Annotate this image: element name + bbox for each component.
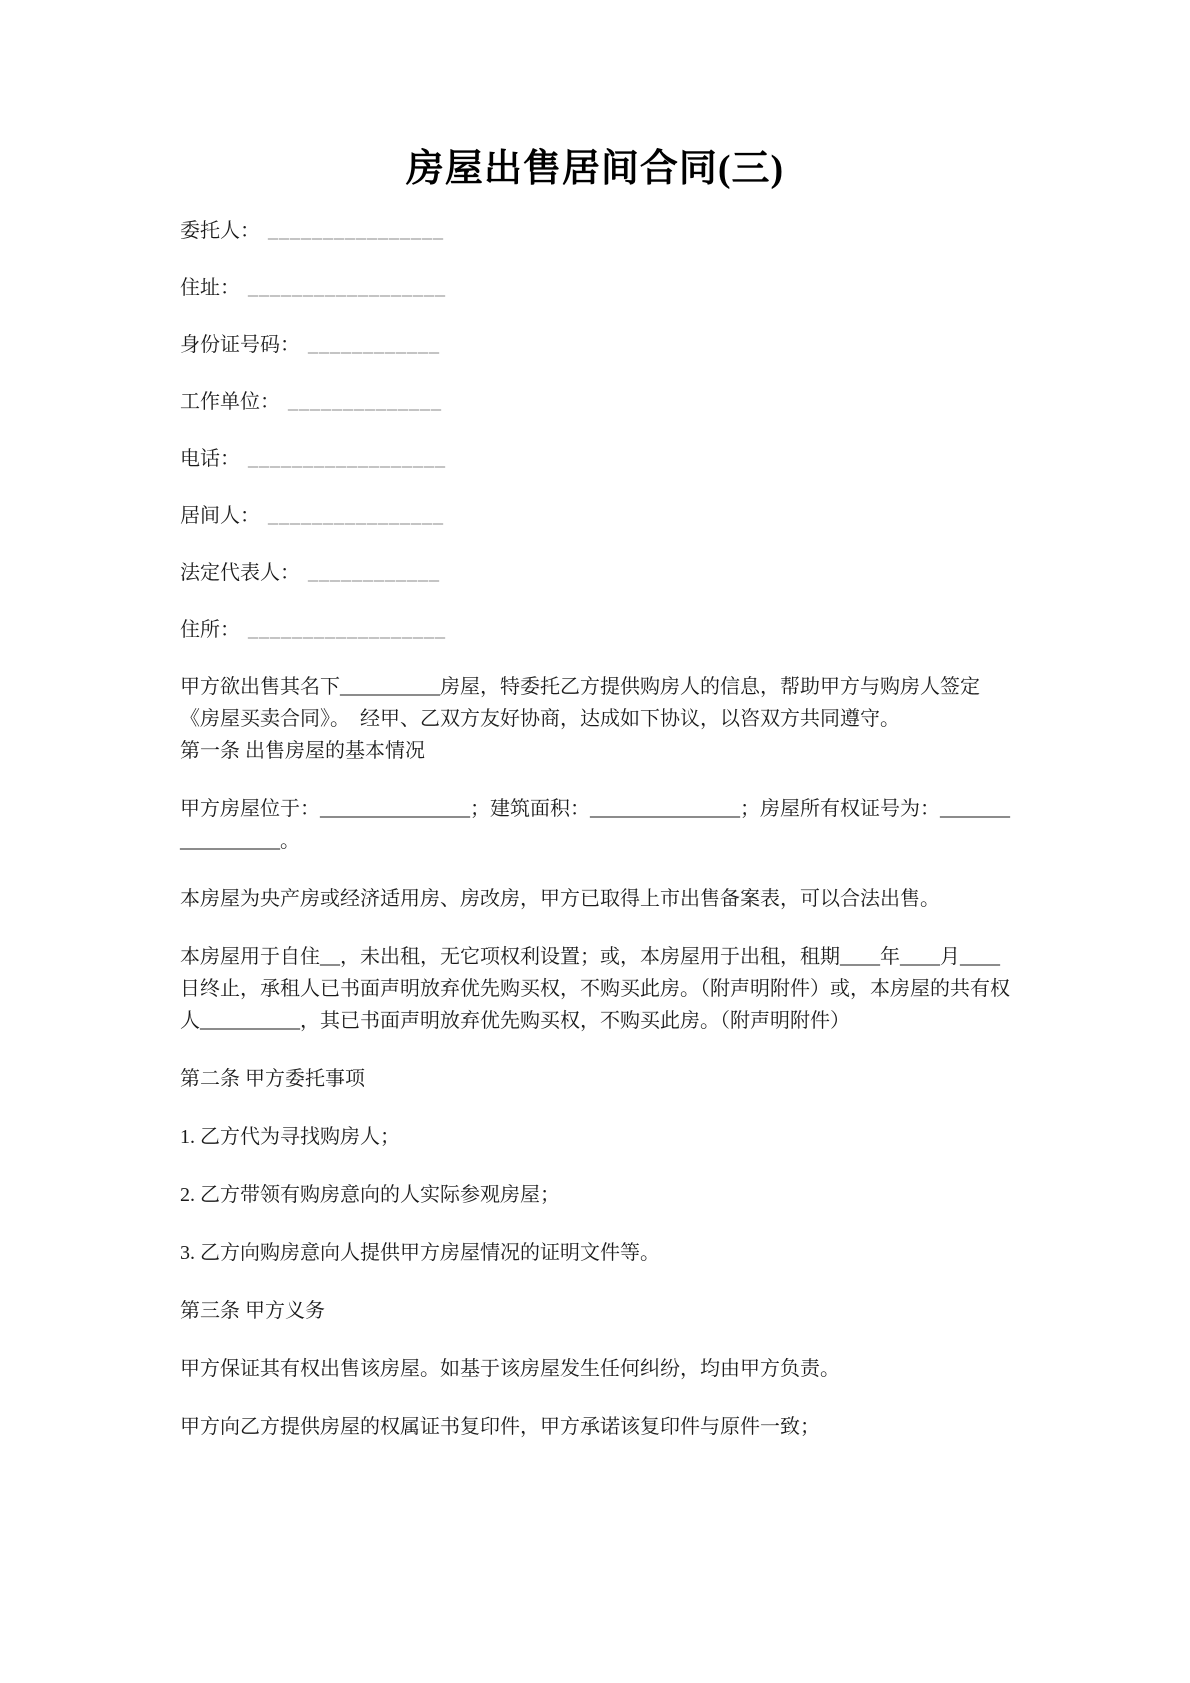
entrust-item-1: 1. 乙方代为寻找购房人； <box>180 1126 400 1148</box>
field-row-id-number <box>180 329 1010 361</box>
field-label-phone: 电话： <box>180 448 240 470</box>
entrust-item-3: 3. 乙方向购房意向人提供甲方房屋情况的证明文件等。 <box>180 1242 660 1264</box>
entrust-item-2: 2. 乙方带领有购房意向的人实际参观房屋； <box>180 1184 560 1206</box>
article-1-heading: 第一条 出售房屋的基本情况 <box>180 740 425 762</box>
house-status-paragraph: 本房屋为央产房或经济适用房、房改房，甲方已取得上市出售备案表，可以合法出售。 <box>180 888 940 910</box>
field-label-residence: 住所： <box>180 619 240 641</box>
field-label-id-number: 身份证号码： <box>180 334 300 356</box>
contract-content <box>180 143 1010 1443</box>
house-location-paragraph: 甲方房屋位于：_______________；建筑面积：_______________；房屋所有权证号为：_________________。 <box>180 798 1010 852</box>
field-row-residence <box>180 614 1010 646</box>
field-blank-legal-representative: ____________ <box>308 562 440 584</box>
field-blank-residence: __________________ <box>248 619 446 641</box>
field-row-legal-representative <box>180 557 1010 589</box>
field-blank-employer: ______________ <box>288 391 442 413</box>
certificate-paragraph: 甲方向乙方提供房屋的权属证书复印件，甲方承诺该复印件与原件一致； <box>180 1416 820 1438</box>
field-label-address: 住址： <box>180 277 240 299</box>
field-label-employer: 工作单位： <box>180 391 280 413</box>
field-row-address <box>180 272 1010 304</box>
field-row-agent <box>180 500 1010 532</box>
field-blank-agent: ________________ <box>268 505 444 527</box>
field-row-employer <box>180 386 1010 418</box>
field-label-agent: 居间人： <box>180 505 260 527</box>
field-blank-phone: __________________ <box>248 448 446 470</box>
article-2-heading: 第二条 甲方委托事项 <box>180 1068 365 1090</box>
intro-paragraph: 甲方欲出售其名下__________房屋，特委托乙方提供购房人的信息，帮助甲方与购房人签定《房屋买卖合同》。 经甲、乙双方友好协商，达成如下协议，以咨双方共同遵守。 <box>180 676 980 730</box>
house-usage-paragraph: 本房屋用于自住__，未出租，无它项权利设置；或，本房屋用于出租，租期____年____月____日终止，承租人已书面声明放弃优先购买权，不购买此房。（附声明附件）或，本房屋的共有权人__________，其已书面声明放弃优先购买权，不购买此房。（附声明附件） <box>180 946 1010 1032</box>
field-label-legal-representative: 法定代表人： <box>180 562 300 584</box>
document-title: 房屋出售居间合同(三) <box>405 148 785 190</box>
field-row-client <box>180 215 1010 247</box>
field-blank-client: ________________ <box>268 220 444 242</box>
field-blank-id-number: ____________ <box>308 334 440 356</box>
field-blank-address: __________________ <box>248 277 446 299</box>
field-label-client: 委托人： <box>180 220 260 242</box>
field-row-phone <box>180 443 1010 475</box>
guarantee-paragraph: 甲方保证其有权出售该房屋。如基于该房屋发生任何纠纷，均由甲方负责。 <box>180 1358 840 1380</box>
article-3-heading: 第三条 甲方义务 <box>180 1300 325 1322</box>
